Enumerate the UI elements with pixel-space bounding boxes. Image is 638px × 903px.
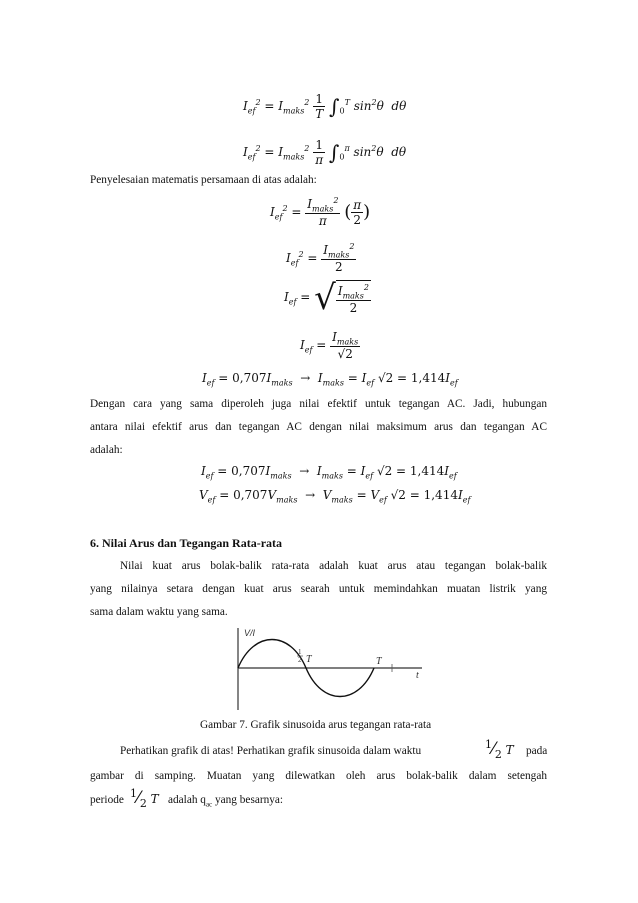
equation-relation-current: $I_{ef} = 0,707I_{maks} \to I_{maks} = I_{ef}$ $√2 = 1,414I_{ef}$ xyxy=(201,464,457,481)
section-heading: 6. Nilai Arus dan Tegangan Rata-rata xyxy=(90,536,283,550)
intro-text: Penyelesaian matematis persamaan di atas adalah: xyxy=(90,174,317,186)
equation-step-4: $I_{ef}$ = $\frac{I_{maks}}{√2}$ xyxy=(300,330,359,362)
equation-relation-voltage: $V_{ef} = 0,707V_{maks} \to V_{maks} = V_{ef}$ $√2 = 1,414I_{ef}$ xyxy=(199,488,471,505)
paragraph-3-line-2: gambar di samping. Muatan yang dilewatkan oleh arus bolak-balik dalam setengah xyxy=(90,770,547,782)
equation-step-2: $I_{ef}^2$ = $\frac{I_{maks}^2}{2}$ xyxy=(286,242,355,275)
equation-result-current: $I_{ef} = 0,707I_{maks} \to I_{maks} = I_{ef}$ $√2 = 1,414I_{ef}$ xyxy=(202,371,458,388)
half-period-num: 1 xyxy=(298,648,302,656)
paragraph-3-line-1: Perhatikan grafik di atas! Perhatikan grafik sinusoida dalam waktu xyxy=(120,745,422,757)
paragraph-3-line-1-end: pada xyxy=(526,745,548,757)
half-period-den: 2 xyxy=(298,656,302,664)
figure-caption: Gambar 7. Grafik sinusoida arus tegangan rata-rata xyxy=(200,719,432,731)
full-period-T: T xyxy=(376,656,382,667)
x-axis-label: t xyxy=(416,670,419,681)
paragraph-3-line-3-end: adalah $q_{ac}$ yang besarnya: xyxy=(168,794,284,809)
paragraph-effective-values: Dengan cara yang sama diperoleh juga nilai efektif untuk tegangan AC. Jadi, hubungan antara nilai efektif arus dan tegangan AC dengan nilai maksimum arus dan tegangan AC adalah: xyxy=(90,398,547,456)
equation-step-3: $I_{ef}$ = √ $\frac{I_{maks}^2}{2}$ xyxy=(284,277,369,318)
half-period-inline-1: 1⁄2 T xyxy=(485,738,514,761)
paragraph-average-values: Nilai kuat arus bolak-balik rata-rata adalah kuat arus atau tegangan bolak-balik yang nilainya setara dengan kuat arus searah untuk memindahkan muatan listrik yang sama dalam waktu yang sama. xyxy=(90,560,547,618)
sinusoid-graph xyxy=(232,624,426,712)
half-period-T: T xyxy=(306,654,312,665)
y-axis-label: V/I xyxy=(244,628,256,638)
equation-ief-squared-pi: $I_{ef}^2 = I_{maks}^2$ $\frac{1}{\pi}$ $\int_0^\pi$ $\sin^2\theta$ dθ xyxy=(243,138,407,167)
equation-ief-squared-T: $I_{ef}^2 = I_{maks}^2$ $\frac{1}{T}$ $\int_0^T$ $\sin^2\theta$ dθ xyxy=(243,92,407,121)
paragraph-3-line-3-start: periode xyxy=(90,794,124,806)
half-period-inline-2: 1⁄2 T xyxy=(130,787,159,810)
equation-step-1: $I_{ef}^2$ = $\frac{I_{maks}^2}{\pi}$ ( $\frac{\pi}{2}$ ) xyxy=(270,196,371,229)
